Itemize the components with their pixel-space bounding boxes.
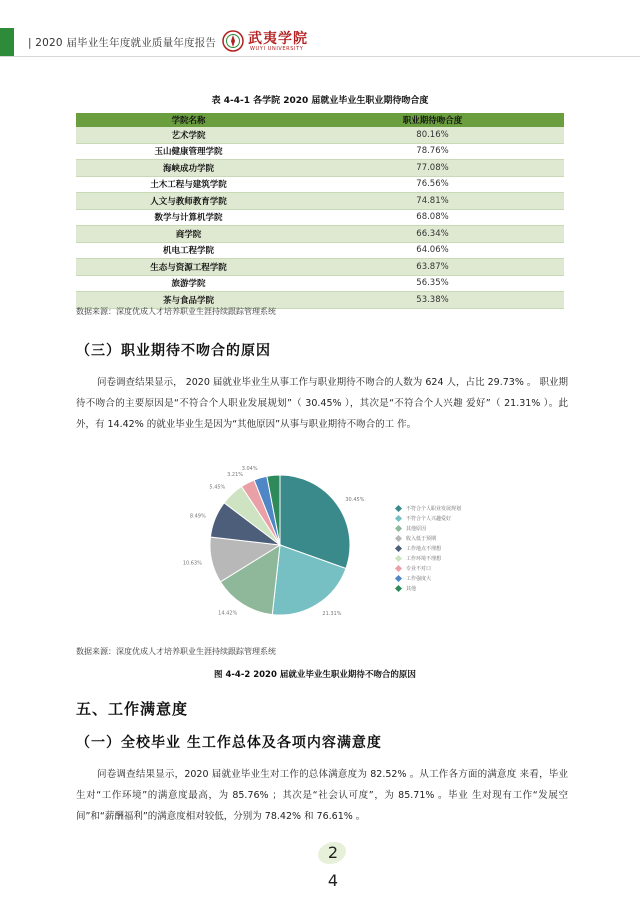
page-digit: 2 [327,843,339,862]
value-cell: 76.56% [301,176,564,193]
pie-chart [182,455,490,630]
table-row [76,226,564,243]
value-cell: 77.08% [301,160,564,177]
college-cell: 机电工程学院 [76,242,301,259]
header-accent [0,28,14,56]
table-source-note: 数据来源：深度优成人才培养职业生涯持续跟踪管理系统 [76,307,276,316]
slice-data-label: 3.04% [241,466,258,473]
section-heading: （三）职业期待不吻合的原因 [76,343,271,359]
slice-data-label: 3.21% [227,472,244,479]
legend-label: 其他原因 [406,526,427,532]
college-cell: 土木工程与建筑学院 [76,176,301,193]
page-number [318,842,348,890]
chapter-heading: 五、工作满意度 [76,700,189,718]
college-cell: 商学院 [76,226,301,243]
table-row [76,160,564,177]
college-cell: 艺术学院 [76,127,301,143]
table-row [76,275,564,292]
subsection-heading: （一）全校毕业 生工作总体及各项内容满意度 [76,735,382,751]
college-match-table [76,113,564,309]
figure-caption: 图 4-4-2 2020 届就业毕业生职业期待不吻合的原因 [214,670,416,680]
table-row [76,127,564,143]
legend-label: 收入低于预期 [406,536,437,542]
slice-data-label: 10.63% [182,560,202,567]
value-cell: 80.16% [301,127,564,143]
slice-data-label: 8.49% [189,513,206,520]
logo-text: 武夷学院 [248,31,308,47]
slice-data-label: 14.42% [218,610,238,617]
value-cell: 78.76% [301,143,564,160]
table-row [76,143,564,160]
body-paragraph-satisfaction: 问卷调查结果显示，2020 届就业毕业生对工作的总体满意度为 82.52% 。从工作各方面的满意度 来看，毕业生对“工作环境”的满意度最高，为 85.76% ；其次是“社会认可度”，为 85.71% 。毕业 生对现有工作“发展空间”和“薪酬福利”的满意度相对较低，分别为 78.42% 和 76.61% 。 [76,769,568,822]
value-cell: 64.06% [301,242,564,259]
slice-data-label: 21.31% [322,610,342,617]
legend-label: 不符合个人职业发展规划 [406,506,462,512]
value-cell: 74.81% [301,193,564,210]
table-header-row [76,113,564,127]
table-row [76,259,564,276]
legend-label: 不符合个人兴趣爱好 [406,516,452,522]
college-cell: 人文与教师教育学院 [76,193,301,210]
column-header-match: 职业期待吻合度 [301,113,564,127]
logo-subtext: WUYI UNIVERSITY [250,46,304,52]
page-header [0,28,640,56]
university-emblem-icon [222,30,244,52]
header-title: | 2020 届毕业生年度就业质量年度报告 [28,37,217,49]
table-caption: 表 4-4-1 各学院 2020 届就业毕业生职业期待吻合度 [211,96,429,106]
college-cell: 海峡成功学院 [76,160,301,177]
table-row [76,193,564,210]
college-cell: 数学与计算机学院 [76,209,301,226]
value-cell: 63.87% [301,259,564,276]
page-digit: 4 [327,871,339,890]
table-row [76,209,564,226]
value-cell: 53.38% [301,292,564,309]
body-paragraph: 问卷调查结果显示， 2020 届就业毕业生从事工作与职业期待不吻合的人数为 624 人，占比 29.73% 。 职业期待不吻合的主要原因是“不符合个人职业发展规划”（ 30.45% ），其次是“不符合个人兴趣 爱好”（ 21.31% ）。此外，有 14.42% 的就业毕业生是因为“其他原因”从事与职业期待不吻合的工 作。 [76,377,568,430]
legend-label: 工作环境不理想 [406,556,442,562]
value-cell: 56.35% [301,275,564,292]
legend-label: 工作强度大 [406,576,432,582]
pie-chart-svg [182,455,490,630]
column-header-college: 学院名称 [76,113,301,127]
slice-data-label: 5.45% [209,484,226,491]
table-row [76,176,564,193]
college-cell: 旅游学院 [76,275,301,292]
table-row [76,242,564,259]
value-cell: 68.08% [301,209,564,226]
legend-label: 专业不对口 [406,566,432,572]
value-cell: 66.34% [301,226,564,243]
college-cell: 玉山健康管理学院 [76,143,301,160]
college-cell: 生态与资源工程学院 [76,259,301,276]
legend-label: 工作地点不理想 [406,546,442,552]
college-cell: 茶与食品学院 [76,292,301,309]
legend-label: 其他 [406,586,417,592]
chart-source-note: 数据来源：深度优成人才培养职业生涯持续跟踪管理系统 [76,647,276,656]
slice-data-label: 30.45% [345,496,365,503]
